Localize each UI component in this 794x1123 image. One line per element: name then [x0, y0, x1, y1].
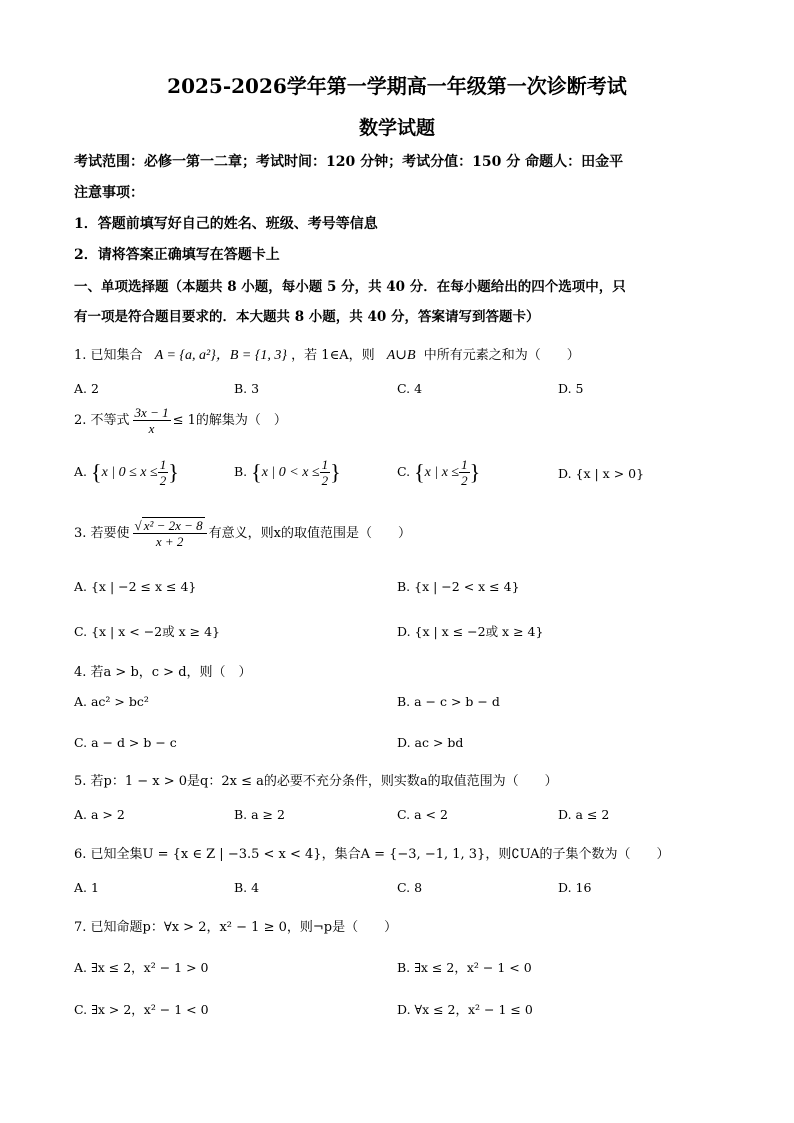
q1-option-d: D. 5	[558, 381, 584, 396]
brace-left-icon: {	[251, 459, 262, 485]
q1-set-a: A = {a, a²}	[154, 348, 216, 363]
half-numerator: 1	[159, 457, 167, 472]
q2-option-d: D. {x | x > 0}	[558, 466, 645, 481]
q5-option-d: D. a ≤ 2	[558, 807, 610, 822]
q2-option-c	[397, 457, 480, 488]
q7-option-c: C. ∃x > 2，x² − 1 < 0	[74, 1002, 209, 1017]
q2-option-b-expr: x | 0 < x ≤	[261, 465, 320, 480]
q2-lead: 2. 不等式	[74, 413, 130, 428]
exam-subtitle: 数学试题	[358, 117, 435, 139]
q6-option-d: D. 16	[558, 880, 592, 895]
q3-denominator: x + 2	[155, 534, 184, 549]
q3-fraction	[133, 518, 207, 549]
section-heading-line-1: 一、单项选择题（本题共 8 小题，每小题 5 分，共 40 分．在每小题给出的四个选项中，只	[74, 279, 626, 295]
q1-lead: 1. 已知集合	[74, 348, 143, 363]
q2-option-a-expr: x | 0 ≤ x ≤	[101, 465, 158, 480]
brace-right-icon: }	[469, 459, 481, 485]
q2-option-c-half	[459, 457, 470, 488]
half-denominator: 2	[159, 473, 167, 488]
question-1-stem	[74, 344, 580, 364]
question-3-stem	[74, 518, 411, 549]
q2-option-b	[234, 457, 341, 488]
q4-option-c: C. a − d > b − c	[74, 735, 177, 750]
q1-option-b: B. 3	[234, 381, 260, 396]
q4-option-d: D. ac > bd	[397, 735, 464, 750]
exam-info: 考试范围：必修一第一二章；考试时间：120 分钟；考试分值：150 分 命题人：田金平	[74, 154, 624, 170]
q2-option-b-half	[320, 457, 331, 488]
brace-left-icon: {	[414, 459, 425, 485]
half-denominator: 2	[461, 473, 468, 488]
q2-option-a-half	[158, 457, 169, 488]
q1-set-b: ，B = {1, 3}	[215, 348, 288, 363]
q3-option-d: D. {x | x ≤ −2或 x ≥ 4}	[397, 624, 544, 639]
q2-denominator: x	[148, 421, 155, 436]
q2-fraction	[133, 405, 171, 436]
section-heading-line-2: 有一项是符合题目要求的．本大题共 8 小题，共 40 分，答案请写到答题卡）	[74, 309, 540, 325]
q5-option-c: C. a < 2	[397, 807, 448, 822]
q1-option-c: C. 4	[397, 381, 423, 396]
half-numerator: 1	[461, 457, 468, 472]
q1-tail: 中所有元素之和为（ ）	[423, 348, 580, 363]
brace-left-icon: {	[91, 459, 102, 485]
q2-option-a	[74, 457, 179, 488]
q2-option-c-expr: x | x ≤	[424, 465, 460, 480]
q2-numerator: 3x − 1	[134, 405, 169, 420]
q1-mid: ，若 1∈A，则	[291, 348, 375, 363]
question-4-stem: 4. 若a > b，c > d，则（ ）	[74, 665, 252, 680]
q3-radicand: x² − 2x − 8	[143, 518, 203, 533]
q3-lead: 3. 若要使	[74, 526, 130, 541]
q6-option-b: B. 4	[234, 880, 260, 895]
q2-tail: ≤ 1的解集为（ ）	[172, 413, 287, 428]
q1-union: A∪B	[386, 348, 416, 363]
q3-option-c: C. {x | x < −2或 x ≥ 4}	[74, 624, 220, 639]
exam-title: 2025-2026学年第一学期高一年级第一次诊断考试	[167, 74, 627, 98]
q7-option-d: D. ∀x ≤ 2，x² − 1 ≤ 0	[397, 1002, 533, 1017]
notice-title: 注意事项：	[74, 185, 144, 201]
q6-option-c: C. 8	[397, 880, 423, 895]
brace-right-icon: }	[168, 459, 179, 485]
question-6-stem: 6. 已知全集U = {x ∈ Z | −3.5 < x < 4}，集合A = {−3, −1, 1, 3}，则∁UA的子集个数为（ ）	[74, 847, 670, 862]
q1-option-a: A. 2	[74, 381, 99, 396]
q6-option-a: A. 1	[74, 880, 99, 895]
q7-option-a: A. ∃x ≤ 2，x² − 1 > 0	[74, 960, 209, 975]
notice-item-1: 1．答题前填写好自己的姓名、班级、考号等信息	[74, 216, 378, 232]
q4-option-a: A. ac² > bc²	[74, 694, 149, 709]
half-numerator: 1	[321, 457, 329, 472]
q2-option-a-label: A.	[74, 464, 88, 479]
q3-tail: 有意义，则x的取值范围是（ ）	[208, 526, 412, 541]
q5-option-a: A. a > 2	[74, 807, 125, 822]
notice-item-2: 2．请将答案正确填写在答题卡上	[74, 247, 280, 263]
brace-right-icon: }	[330, 459, 341, 485]
q3-option-a: A. {x | −2 ≤ x ≤ 4}	[74, 579, 197, 594]
q2-option-c-label: C.	[397, 464, 411, 479]
q5-option-b: B. a ≥ 2	[234, 807, 285, 822]
half-denominator: 2	[321, 473, 329, 488]
q4-option-b: B. a − c > b − d	[397, 694, 500, 709]
q3-option-b: B. {x | −2 < x ≤ 4}	[397, 579, 520, 594]
question-2-stem	[74, 405, 287, 436]
q7-option-b: B. ∃x ≤ 2，x² − 1 < 0	[397, 960, 532, 975]
q2-option-b-label: B.	[234, 464, 248, 479]
question-5-stem: 5. 若p：1 − x > 0是q：2x ≤ a的必要不充分条件，则实数a的取值范围为（ ）	[74, 774, 558, 789]
q3-numerator: √ x² − 2x − 8	[133, 518, 207, 534]
question-7-stem: 7. 已知命题p：∀x > 2，x² − 1 ≥ 0，则¬p是（ ）	[74, 920, 398, 935]
